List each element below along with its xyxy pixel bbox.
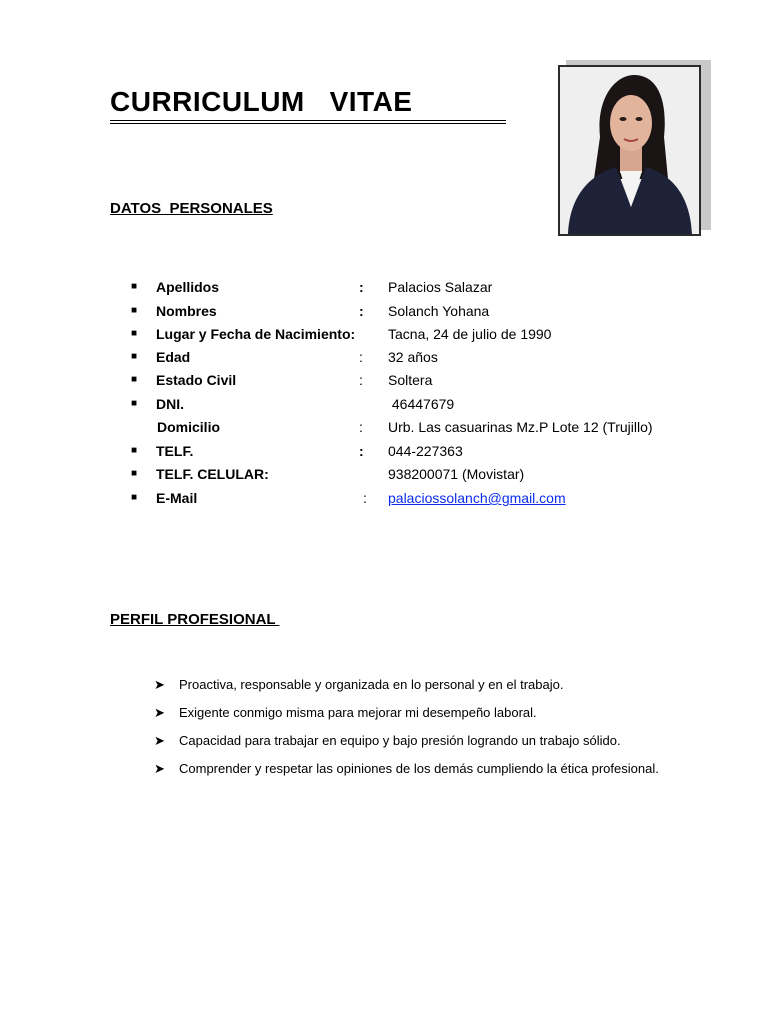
profile-item [0,703,768,723]
square-bullet-icon: ■ [131,281,138,292]
profile-item-text: Proactiva, responsable y organizada en lo personal y en el trabajo. [179,677,564,692]
info-separator: : [359,419,363,435]
info-value: Soltera [388,372,433,388]
info-label: Domicilio [157,419,221,435]
square-bullet-icon: ■ [131,492,138,503]
info-label: Estado Civil [156,372,237,388]
info-label: Nombres [156,303,217,319]
square-bullet-icon: ■ [131,468,138,479]
info-row-telf-celular [0,464,768,484]
info-value: Tacna, 24 de julio de 1990 [388,326,552,342]
info-label: TELF. [156,443,194,459]
info-row-email [0,488,768,508]
info-row-telf [0,441,768,461]
info-separator: : [359,443,364,459]
info-separator: : [359,279,364,295]
section-heading-perfil-profesional: PERFIL PROFESIONAL [110,611,280,628]
info-row-domicilio [0,417,768,437]
info-label: Edad [156,349,191,365]
info-label: Lugar y Fecha de Nacimiento: [156,326,356,342]
info-value: 938200071 (Movistar) [388,466,525,482]
section-heading-datos-personales: DATOS PERSONALES [110,200,273,217]
arrowhead-bullet-icon: ➤ [154,677,165,692]
info-row-lugar-fecha-nacimiento [0,324,768,344]
arrowhead-bullet-icon: ➤ [154,761,165,776]
info-value: 044-227363 [388,443,463,459]
profile-item-text: Exigente conmigo misma para mejorar mi desempeño laboral. [179,705,537,720]
square-bullet-icon: ■ [131,328,138,339]
portrait-image [560,67,699,234]
info-label: DNI. [156,396,184,412]
profile-photo [558,65,701,236]
info-label: TELF. CELULAR: [156,466,269,482]
info-value: Urb. Las casuarinas Mz.P Lote 12 (Trujillo) [388,419,653,435]
info-row-dni [0,394,768,414]
email-link[interactable]: palaciossolanch@gmail.com [388,490,566,506]
info-separator: : [363,490,367,506]
document-title: CURRICULUM VITAE [110,86,506,124]
info-value: Solanch Yohana [388,303,490,319]
arrowhead-bullet-icon: ➤ [154,705,165,720]
info-value: Palacios Salazar [388,279,493,295]
info-separator: : [359,372,363,388]
profile-item [0,675,768,695]
info-row-estado-civil [0,370,768,390]
info-separator: : [359,349,363,365]
square-bullet-icon: ■ [131,305,138,316]
info-row-edad [0,347,768,367]
info-row-nombres [0,301,768,321]
square-bullet-icon: ■ [131,445,138,456]
profile-item [0,759,768,779]
info-label: Apellidos [156,279,220,295]
profile-item-text: Capacidad para trabajar en equipo y bajo presión logrando un trabajo sólido. [179,733,621,748]
square-bullet-icon: ■ [131,398,138,409]
info-row-apellidos [0,277,768,297]
profile-item-text: Comprender y respetar las opiniones de los demás cumpliendo la ética profesional. [179,761,659,776]
square-bullet-icon: ■ [131,374,138,385]
profile-item [0,731,768,751]
square-bullet-icon: ■ [131,351,138,362]
info-label: E-Mail [156,490,198,506]
info-value: 32 años [388,349,438,365]
arrowhead-bullet-icon: ➤ [154,733,165,748]
info-separator: : [359,303,364,319]
info-value: 46447679 [388,396,455,412]
